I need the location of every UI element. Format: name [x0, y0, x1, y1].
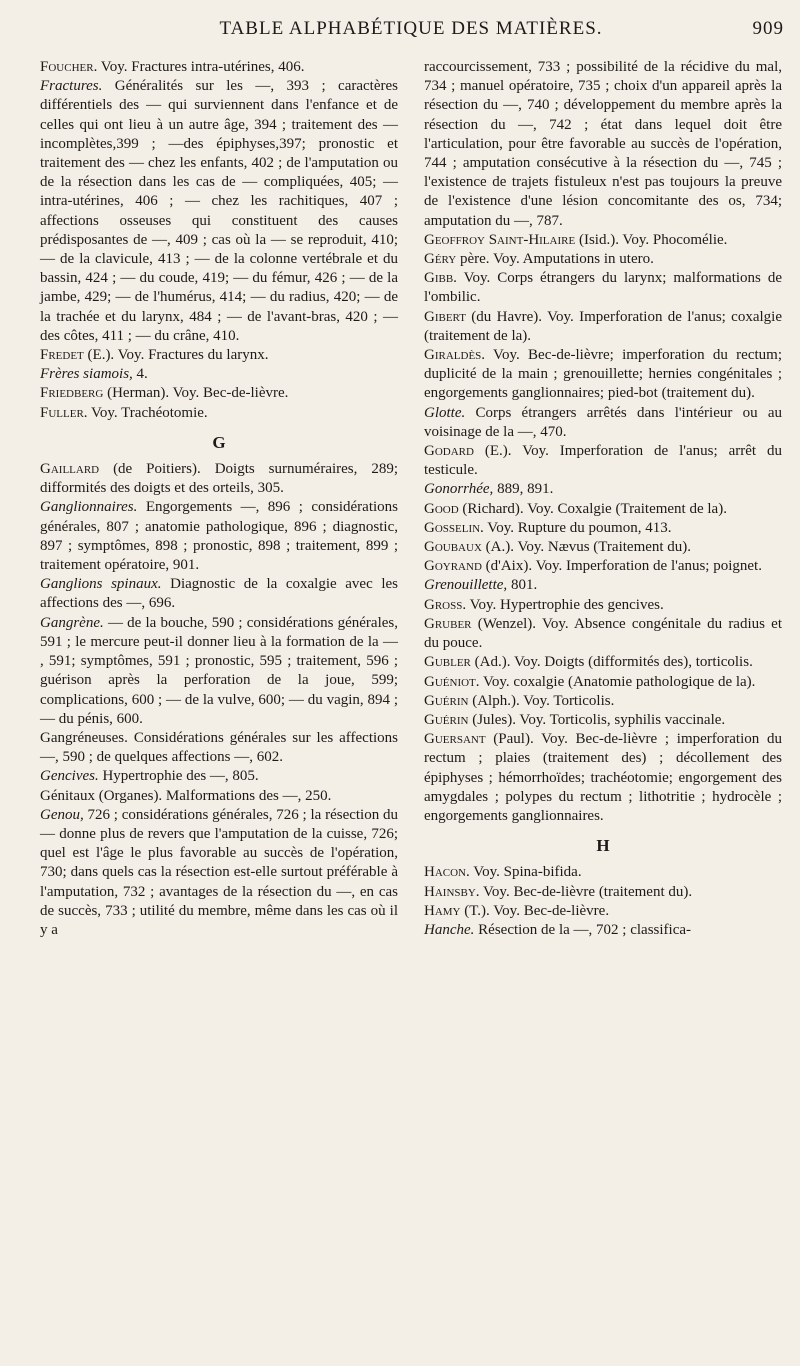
index-entry	[424, 576, 782, 595]
entry-heading: Geoffroy Saint-Hilaire	[424, 231, 576, 248]
entry-heading: Frères siamois,	[40, 366, 133, 383]
entry-text: 889, 891.	[493, 481, 554, 498]
index-entry	[40, 729, 398, 767]
entry-text: Considérations générales sur les affections —, 590 ; de quelques affections —, 602.	[40, 729, 398, 766]
entry-heading: Ganglionnaires.	[40, 499, 138, 516]
entry-text: Voy. coxalgie (Anatomie pathologique de la).	[479, 673, 756, 690]
entry-text: (Alph.). Voy. Torticolis.	[468, 692, 615, 709]
entry-text: (Isid.). Voy. Phocomélie.	[575, 231, 728, 248]
index-entry	[424, 231, 782, 250]
index-entry	[424, 308, 782, 346]
entry-heading: Fuller.	[40, 404, 88, 421]
entry-heading: Hanche.	[424, 921, 475, 938]
index-entry	[424, 58, 782, 231]
entry-heading: Goubaux	[424, 539, 482, 556]
section-letter: G	[212, 432, 226, 452]
entry-heading: Gangrène.	[40, 614, 104, 631]
entry-heading: Genou,	[40, 806, 84, 823]
index-entry	[424, 653, 782, 672]
entry-heading: Hamy	[424, 902, 461, 919]
index-entry	[40, 498, 398, 575]
index-entry	[424, 250, 782, 269]
entry-text: (Wenzel). Voy. Absence congénitale du radius et du pouce.	[424, 615, 782, 652]
entry-heading: Giraldès.	[424, 347, 486, 364]
index-entry	[424, 596, 782, 615]
index-entry	[40, 58, 398, 77]
index-entry	[424, 692, 782, 711]
entry-heading: Gencives.	[40, 768, 99, 785]
entry-heading: Ganglions spinaux.	[40, 576, 162, 593]
entry-heading: Fractures.	[40, 78, 103, 95]
index-entry	[424, 615, 782, 653]
entry-text: Voy. Corps étrangers du larynx; malformations de l'ombilic.	[424, 270, 782, 306]
index-entry	[40, 384, 398, 403]
entry-heading: Glotte.	[424, 404, 466, 421]
entry-text: (d'Aix). Voy. Imperforation de l'anus; poignet.	[481, 558, 762, 575]
entry-text: Voy. Fractures intra-utérines, 406.	[97, 59, 305, 75]
entry-text: Hypertrophie des —, 805.	[98, 768, 259, 785]
entry-heading: Gross.	[424, 596, 467, 613]
index-entry	[40, 575, 398, 613]
entry-heading: Fredet	[40, 347, 84, 364]
running-title: TABLE ALPHABÉTIQUE DES MATIÈRES.	[219, 18, 603, 39]
index-entry	[424, 519, 782, 538]
entry-heading: Godard	[424, 443, 474, 460]
entry-text: (du Havre). Voy. Imperforation de l'anus; coxalgie (traitement de la).	[424, 308, 782, 344]
index-entry	[424, 404, 782, 442]
entry-text: Voy. Spina-bifida.	[469, 864, 582, 881]
index-entry	[424, 538, 782, 557]
entry-heading: Hainsby.	[424, 883, 480, 900]
entry-text: 801.	[507, 577, 538, 594]
entry-heading: Gangréneuses.	[40, 729, 128, 746]
entry-heading: Gibb.	[424, 270, 457, 287]
entry-heading: Hacon.	[424, 864, 470, 881]
entry-text: Voy. Bec-de-lièvre (traitement du).	[479, 883, 693, 900]
index-entry	[40, 787, 398, 806]
entry-heading: Génitaux	[40, 787, 95, 804]
entry-text: Généralités sur les —, 393 ; caractères différentiels des — qui surviennent dans l'enfance et de celles qui ont lieu à un autre âge, 394 ; traitement des — incomplètes,399 ; —des épiphyses,397; pronostic et traitement des — chez les enfants, 402 ; de l'amputation ou de la résection dans les cas de — compliquées, 405; — intra-utérines, 406 ; — chez les rachitiques, 407 ; affections osseuses qui constituent des causes prédisposantes de —, 409 ; cas où la — se reproduit, 410; — de la clavicule, 413 ; — de la colonne vertébrale et du bassin, 424 ; — du coude, 419; — du fémur, 426 ; — de la jambe, 429; — de l'humérus, 414; — du radius, 420; — de la trachée et du larynx, 484 ; — de l'avant-bras, 420 ; — des côtes, 411 ; — du crâne, 410.	[40, 78, 398, 344]
entry-text: 726 ; considérations générales, 726 ; la résection du — donne plus de revers que l'amputation de la cuisse, 726; quel est l'âge le plus favorable au succès de l'opération, 730; dans quels cas la résection est-elle surtout préférable à l'amputation, 732 ; avantages de la résection du —, en cas de succès, 733 ; utilité du membre, même dans les cas où il y a	[40, 806, 398, 938]
entry-heading: Grenouillette,	[424, 577, 508, 594]
entry-heading: Friedberg	[40, 385, 104, 402]
index-entry	[424, 346, 782, 404]
index-entry	[424, 480, 782, 499]
entry-text: (Organes). Malformations des —, 250.	[94, 787, 332, 804]
entry-heading: Géry	[424, 251, 457, 268]
index-entry	[424, 863, 782, 882]
entry-text: (E.). Voy. Fractures du larynx.	[83, 347, 269, 364]
entry-text: (E.). Voy. Imperforation de l'anus; arrêt du testicule.	[424, 443, 782, 479]
entry-text: (Ad.). Voy. Doigts (difformités des), torticolis.	[470, 654, 753, 671]
entry-text: (de Poitiers). Doigts surnuméraires, 289; difformités des doigts et des orteils, 305.	[40, 461, 398, 497]
entry-text: (Paul). Voy. Bec-de-lièvre ; imperforation du rectum ; plaies (traitement des) ; décollement des épiphyses ; hémorrhoïdes; trachéotomie; engorgement des amygdales ; polypes du rectum ; lithotritie ; hydrocèle ; engorgements ganglionnaires.	[424, 731, 782, 824]
entry-text: (A.). Voy. Nævus (Traitement du).	[481, 539, 692, 556]
entry-text: — de la bouche, 590 ; considérations générales, 591 ; le mercure peut-il donner lieu à la formation de la — , 591; symptômes, 591 ; pronostic, 595 ; traitement, 596 ; guérison après la perforation de la joue, 599; complications, 600 ; — de la vulve, 600; — du vagin, 894 ; — du pénis, 600.	[40, 614, 398, 727]
index-entry	[40, 365, 398, 384]
entry-text: Résection de la —, 702 ; classifica-	[474, 921, 692, 938]
index-entry	[424, 673, 782, 692]
section-letter: H	[596, 836, 610, 856]
entry-heading: Guérin	[424, 711, 469, 728]
index-entry	[424, 902, 782, 921]
entry-heading: Foucher.	[40, 59, 98, 75]
entry-heading: Gruber	[424, 615, 472, 632]
entry-heading: Gibert	[424, 308, 466, 325]
entry-text: 4.	[132, 366, 148, 383]
entry-text: Voy. Bec-de-lièvre; imperforation du rectum; duplicité de la main ; grenouillette; hernies congénitales ; engorgements ganglionnaires; pied-bot (traitement du).	[424, 347, 782, 402]
index-entry	[424, 883, 782, 902]
index-entry	[424, 921, 782, 940]
entry-text: (T.). Voy. Bec-de-lièvre.	[460, 902, 610, 919]
index-entry	[424, 557, 782, 576]
left-column	[40, 58, 398, 940]
entry-heading: Gonorrhée,	[424, 481, 494, 498]
index-entry	[424, 500, 782, 519]
entry-heading: Gaillard	[40, 461, 100, 478]
index-entry	[40, 806, 398, 940]
entry-heading: Guérin	[424, 692, 469, 709]
entry-text: raccourcissement, 733 ; possibilité de la récidive du mal, 734 ; manuel opératoire, 735 ; choix d'un appareil après la résection du —, 740 ; développement du membre après la résection du —, 742 ; état dans lequel doit être l'articulation, pour être favorable au succès de l'opération, 744 ; amputation consécutive à la résection du —, 745 ; l'existence de trajets fistuleux n'est pas toujours la preuve de l'existence d'une lésion concomitante des os, 734; amputation du —, 787.	[424, 59, 782, 229]
entry-text: Diagnostic de la coxalgie avec les affections des —, 696.	[40, 576, 398, 612]
entry-text: (Richard). Voy. Coxalgie (Traitement de la).	[458, 500, 727, 517]
index-entry	[40, 346, 398, 365]
index-entry	[424, 442, 782, 480]
entry-heading: Gosselin.	[424, 519, 484, 536]
index-entry	[40, 767, 398, 786]
index-entry	[40, 77, 398, 346]
entry-text: Voy. Hypertrophie des gencives.	[466, 596, 664, 613]
entry-text: Engorgements —, 896 ; considérations générales, 807 ; anatomie pathologique, 896 ; diagnostic, 897 ; symptômes, 898 ; pronostic, 898 ; traitement, 899 ; traitement opératoire, 901.	[40, 499, 398, 574]
entry-heading: Goyrand	[424, 558, 482, 575]
index-entry	[40, 460, 398, 498]
entry-heading: Good	[424, 500, 459, 517]
entry-heading: Guersant	[424, 731, 486, 748]
page-number: 909	[752, 18, 784, 39]
index-entry	[424, 269, 782, 307]
entry-text: (Herman). Voy. Bec-de-lièvre.	[103, 385, 289, 402]
right-column	[424, 58, 782, 940]
entry-text: père. Voy. Amputations in utero.	[456, 251, 654, 268]
entry-heading: Guéniot.	[424, 673, 480, 690]
entry-text: Voy. Trachéotomie.	[87, 404, 208, 421]
index-entry	[424, 711, 782, 730]
index-entry	[40, 614, 398, 729]
page-header	[38, 18, 784, 42]
entry-text: Voy. Rupture du poumon, 413.	[483, 519, 672, 536]
entry-heading: Gubler	[424, 654, 471, 671]
entry-text: (Jules). Voy. Torticolis, syphilis vaccinale.	[468, 711, 726, 728]
entry-text: Corps étrangers arrêtés dans l'intérieur ou au voisinage de la —, 470.	[424, 404, 782, 440]
index-entry	[424, 730, 782, 826]
index-entry	[40, 404, 398, 423]
